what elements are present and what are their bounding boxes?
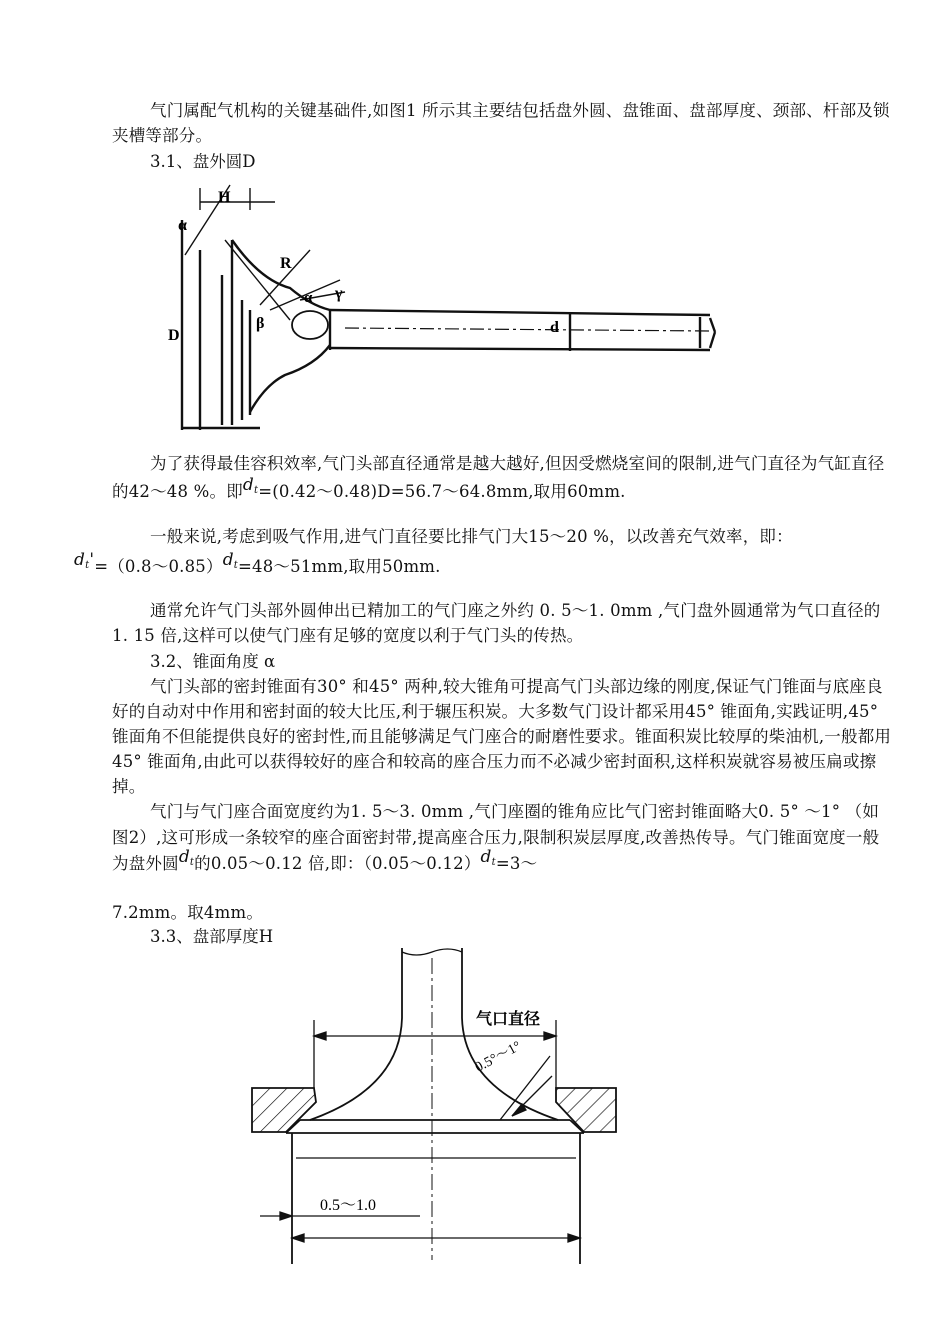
section-heading-3-1: 3.1、盘外圆D [150, 152, 256, 171]
paragraph-seat-width-cont: 7.2mm。取4mm。 [112, 903, 264, 922]
fig2-label-port-diameter: 气口直径 [476, 1011, 541, 1028]
section-heading-3-3: 3.3、盘部厚度H [150, 927, 274, 946]
paragraph-seat-width: 气门与气门座合面宽度约为1. 5～3. 0mm ,气门座圈的锥角应比气门密封锥面略大0. 5° ～1° （如图2）,这可形成一条较窄的座合面密封带,提高座合压力,限制积炭层厚度,改善热传导。气门锥面宽度一般为盘外圆$d_t$的0.05～0.12 倍,即：$(0.05\sim 0.12)d_t=3\sim$ [112, 802, 880, 873]
fig1-label-H: H [218, 189, 231, 206]
paragraph-intake-vs-exhaust: 一般来说,考虑到吸气作用,进气门直径要比排气门大15～20 %，以改善充气效率，即： $d_t'=(0.8\sim 0.85)d_t=48\sim 51mm$,取用50mm. [74, 527, 793, 576]
figure-2-valve-seat-diagram [240, 948, 640, 1264]
symbol-d-t: $d_t$ [222, 550, 239, 571]
section-heading-3-2: 3.2、锥面角度 α [150, 652, 276, 671]
fig2-label-overhang: 0.5～1.0 [320, 1197, 377, 1214]
symbol-d-t: $d_t$ [178, 847, 195, 868]
fig1-label-gamma: γ [335, 285, 343, 302]
paragraph-cone-angle: 气门头部的密封锥面有30° 和45° 两种,较大锥角可提高气门头部边缘的刚度,保证气门锥面与底座良好的自动对中作用和密封面的较大比压,利于辗压积炭。大多数气门设计都采用45° 锥面角,实践证明,45° 锥面角不但能提供良好的密封性,而且能够满足气门座合的耐磨性要求。锥面积炭比较厚的柴油机,一般都用45° 锥面角,由此可以获得较好的座合和较高的座合压力而不必减少密封面积,这样积炭就容易被压扁或擦掉。 [112, 677, 892, 796]
paragraph-overhang: 通常允许气门头部外圆伸出已精加工的气门座之外约 0. 5～1. 0mm ,气门盘外圆通常为气口直径的1. 15 倍,这样可以使气门座有足够的宽度以利于气门头的传热。 [112, 601, 881, 645]
figure-1-valve-diagram [170, 180, 730, 435]
symbol-d-t: $d_t$ [480, 847, 496, 868]
fig1-label-beta: β [256, 315, 265, 332]
fig1-label-d: d [550, 319, 559, 336]
symbol-d-t: $d_t$ [242, 475, 259, 496]
paragraph-head-diameter: 为了获得最佳容积效率,气门头部直径通常是越大越好,但因受燃烧室间的限制,进气门直径为气缸直径的42～48 %。即$d_t=(0.42\sim 0.48)D=56.7\sim 64.8mm$,取用60mm. [112, 454, 885, 501]
intro-paragraph: 气门属配气机构的关键基础件,如图1 所示其主要结包括盘外圆、盘锥面、盘部厚度、颈部、杆部及锁夹槽等部分。 [112, 101, 890, 145]
fig1-label-D: D [168, 327, 180, 344]
fig1-label-alpha-2: α [304, 290, 313, 306]
fig1-label-alpha: α [178, 217, 187, 234]
fig2-label-angle-range: 0.5°～1° [472, 1038, 524, 1076]
symbol-d-t-prime: $d_t'$ [74, 550, 95, 571]
fig1-label-R: R [280, 255, 292, 272]
